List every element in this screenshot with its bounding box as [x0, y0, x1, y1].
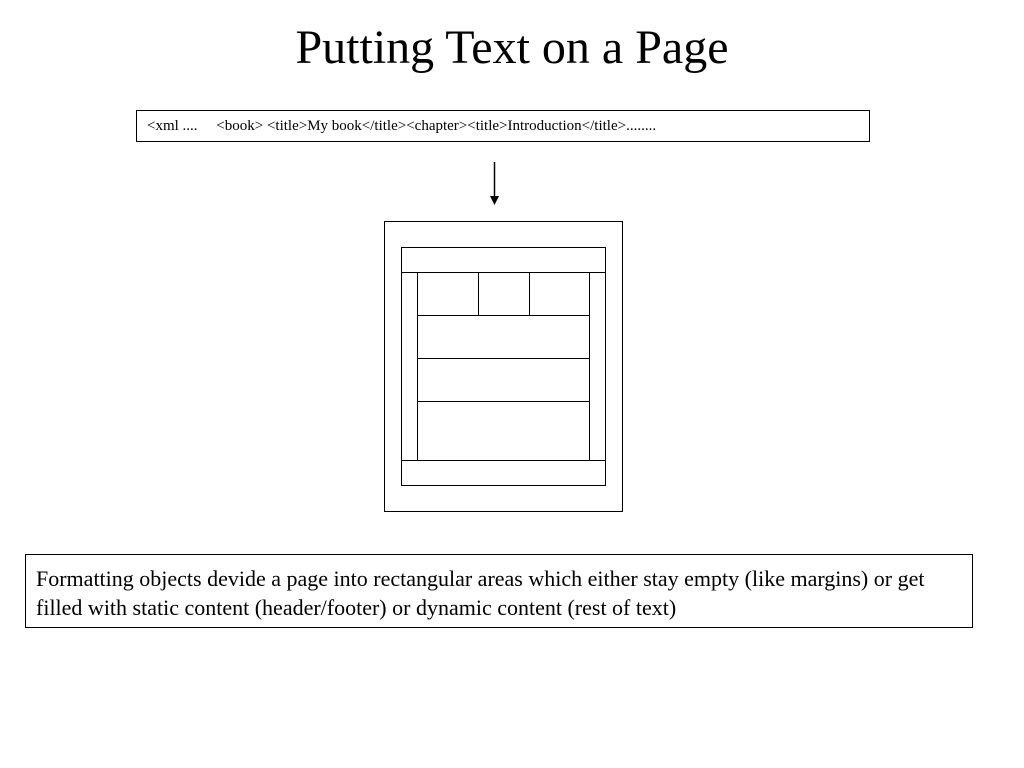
body-block-1 — [418, 316, 590, 359]
slide-title: Putting Text on a Page — [295, 21, 729, 74]
arrow-head — [490, 196, 499, 205]
footer-region — [402, 461, 606, 486]
header-region — [402, 248, 606, 273]
caption-box: Formatting objects devide a page into rectangular areas which either stay empty (like margins) or get filled with static content (header/footer) or dynamic content (rest of text) — [25, 554, 973, 628]
body-cell-middle — [479, 273, 530, 316]
xml-snippet-box: <xml .... <book> <title>My book</title><chapter><title>Introduction</title>........ — [136, 110, 870, 142]
left-margin-region — [402, 273, 418, 461]
right-margin-region — [590, 273, 606, 461]
body-cell-right — [530, 273, 590, 316]
body-block-2 — [418, 359, 590, 402]
body-region — [418, 273, 590, 461]
body-cell-left — [418, 273, 479, 316]
down-arrow-icon — [490, 162, 499, 205]
page-rect — [385, 222, 623, 512]
